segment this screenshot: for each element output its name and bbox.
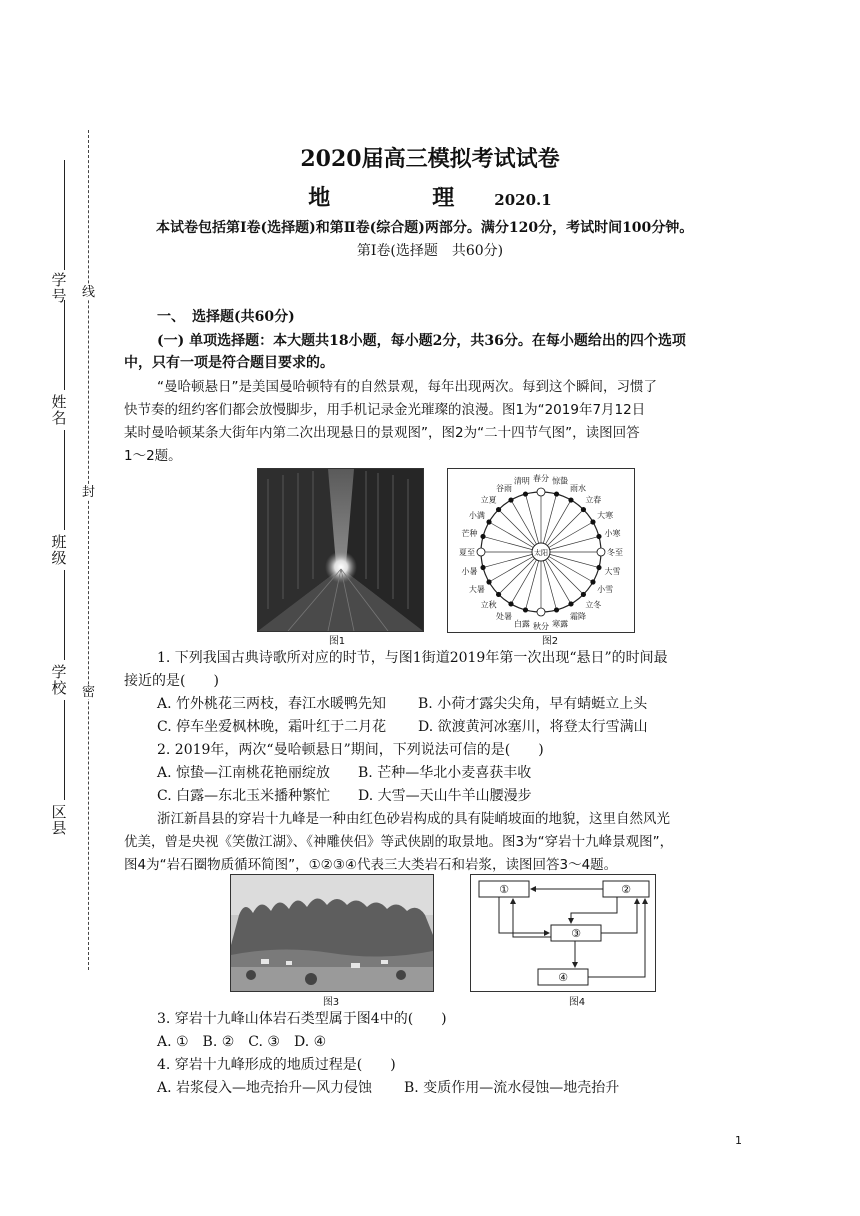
q4-option-b[interactable]: B. 变质作用—流水侵蚀—地壳抬升: [404, 1080, 620, 1096]
sun-center-label: 太阳: [534, 549, 548, 557]
rock-node-1: ①: [499, 883, 509, 896]
solar-term-label: 大雪: [604, 567, 621, 577]
solar-term-marker: [509, 602, 513, 606]
q2-option-d[interactable]: D. 大雪—天山牛羊山腰漫步: [358, 788, 532, 804]
figure4-rock-cycle-diagram: [470, 874, 656, 992]
passage2-line3: 图4为“岩石圈物质循环简图”，①②③④代表三大类岩石和岩浆，读图回答3～4题。: [124, 857, 618, 873]
solar-term-marker: [481, 565, 485, 569]
q1-option-c[interactable]: C. 停车坐爱枫林晚，霜叶红于二月花: [157, 719, 387, 735]
solar-term-label: 小雪: [597, 585, 614, 594]
solar-term-marker: [487, 580, 491, 584]
solar-term-marker: [591, 520, 595, 524]
solar-term-marker: [496, 592, 500, 596]
cut-mark-secret: 密: [82, 685, 96, 700]
solar-term-marker: [597, 534, 601, 538]
solar-term-marker: [597, 548, 605, 556]
solar-term-marker: [591, 580, 595, 584]
solar-term-marker: [597, 565, 601, 569]
solar-term-marker: [581, 507, 585, 511]
subject-name: 地 理: [308, 185, 495, 211]
solar-term-label: 冬至: [607, 548, 623, 557]
solar-term-label: 夏至: [459, 548, 475, 557]
solar-term-marker: [569, 498, 573, 502]
field-school: 学校: [51, 663, 67, 697]
solar-term-marker: [554, 492, 558, 496]
figure1-caption: 图1: [328, 636, 346, 647]
solar-term-label: 小暑: [461, 567, 478, 577]
solar-term-marker: [537, 488, 545, 496]
district-rule: [64, 700, 65, 800]
section-instructions-2: 中，只有一项是符合题目要求的。: [124, 355, 334, 371]
solar-term-label: 清明: [513, 476, 530, 486]
q3-options[interactable]: A. ① B. ② C. ③ D. ④: [157, 1034, 327, 1050]
name-rule: [64, 300, 65, 390]
passage1-line1: “曼哈顿悬日”是美国曼哈顿特有的自然景观，每年出现两次。每到这个瞬间，习惯了: [157, 379, 657, 395]
q2-option-b[interactable]: B. 芒种—华北小麦喜获丰收: [358, 765, 532, 781]
q4-option-a[interactable]: A. 岩浆侵入—地壳抬升—风力侵蚀: [157, 1080, 373, 1096]
solar-term-marker: [523, 492, 527, 496]
page-number: 1: [735, 1134, 742, 1147]
solar-term-label: 惊蛰: [552, 476, 569, 486]
solar-term-marker: [496, 507, 500, 511]
solar-term-label: 大暑: [468, 585, 485, 594]
passage1-line4: 1～2题。: [124, 448, 182, 464]
solar-term-label: 大寒: [597, 511, 614, 520]
part-one-heading: 第Ⅰ卷(选择题 共60分): [356, 243, 504, 259]
solar-term-label: 寒露: [552, 619, 569, 629]
solar-term-label: 芒种: [461, 528, 478, 538]
solar-term-marker: [523, 608, 527, 612]
exam-intro: 本试卷包括第Ⅰ卷(选择题)和第Ⅱ卷(综合题)两部分。满分120分，考试时间100分钟。: [156, 220, 694, 236]
exam-subject: [0, 181, 860, 212]
q2-option-a[interactable]: A. 惊蛰—江南桃花艳丽绽放: [157, 765, 331, 781]
cut-mark-line: 线: [82, 285, 96, 300]
q4-stem: 4. 穿岩十九峰形成的地质过程是( ): [157, 1057, 396, 1073]
field-class: 班级: [51, 533, 67, 567]
field-name: 姓名: [51, 393, 67, 427]
solar-term-marker: [487, 520, 491, 524]
solar-term-marker: [477, 548, 485, 556]
solar-term-label: 处暑: [496, 612, 512, 622]
rock-node-4: ④: [558, 971, 568, 984]
class-rule: [64, 430, 65, 530]
school-rule: [64, 570, 65, 660]
field-district: 区县: [51, 803, 67, 837]
q2-option-c[interactable]: C. 白露—东北玉米播种繁忙: [157, 788, 331, 804]
exam-version: 2020.1: [494, 191, 552, 209]
q1-stem-line1: 1. 下列我国古典诗歌所对应的时节，与图1街道2019年第一次出现“悬日”的时间最: [157, 650, 668, 666]
solar-term-label: 立春: [585, 495, 602, 505]
solar-term-label: 霜降: [570, 612, 586, 622]
passage1-line3: 某时曼哈顿某条大街年内第二次出现悬日的景观图”，图2为“二十四节气图”，读图回答: [124, 425, 640, 441]
field-student-id: 学号: [51, 271, 67, 305]
solar-term-label: 白露: [513, 619, 530, 629]
solar-term-marker: [509, 498, 513, 502]
passage1-line2: 快节奏的纽约客们都会放慢脚步，用手机记录金光璀璨的浪漫。图1为“2019年7月12日: [124, 402, 646, 418]
passage2-line2: 优美，曾是央视《笑傲江湖》、《神雕侠侣》等武侠剧的取景地。图3为“穿岩十九峰景观图”，: [124, 834, 674, 850]
q2-stem: 2. 2019年，两次“曼哈顿悬日”期间，下列说法可信的是( ): [157, 742, 544, 758]
q1-option-a[interactable]: A. 竹外桃花三两枝，春江水暖鸭先知: [157, 696, 387, 712]
exam-title: 2020届高三模拟考试试卷: [300, 146, 560, 172]
solar-term-label: 立夏: [480, 495, 497, 505]
solar-term-marker: [581, 592, 585, 596]
q3-stem: 3. 穿岩十九峰山体岩石类型属于图4中的( ): [157, 1011, 447, 1027]
solar-term-label: 谷雨: [496, 483, 512, 493]
figure3-caption: 图3: [322, 997, 340, 1008]
figure1-manhattanhenge-photo: [257, 468, 424, 632]
solar-term-label: 小寒: [604, 528, 621, 538]
rock-node-3: ③: [571, 927, 581, 940]
figure2-caption: 图2: [541, 636, 559, 647]
cut-mark-seal: 封: [82, 485, 96, 500]
figure3-landscape-photo: [230, 874, 434, 992]
solar-term-marker: [554, 608, 558, 612]
solar-term-label: 秋分: [533, 622, 549, 631]
rock-node-2: ②: [621, 883, 631, 896]
solar-term-label: 春分: [533, 474, 549, 483]
solar-term-label: 立秋: [480, 600, 497, 610]
passage2-line1: 浙江新昌县的穿岩十九峰是一种由红色砂岩构成的具有陡峭坡面的地貌，这里自然风光: [157, 811, 670, 827]
solar-term-label: 雨水: [570, 483, 586, 493]
q1-stem-line2: 接近的是( ): [124, 673, 219, 689]
solar-term-marker: [537, 608, 545, 616]
solar-term-marker: [481, 534, 485, 538]
solar-term-label: 立冬: [585, 600, 602, 610]
solar-term-marker: [569, 602, 573, 606]
figure2-solar-terms-diagram: [447, 468, 635, 633]
q1-option-b[interactable]: B. 小荷才露尖尖角，早有蜻蜓立上头: [418, 696, 648, 712]
section-heading: 一、 选择题(共60分): [157, 309, 295, 325]
section-instructions-1: (一) 单项选择题：本大题共18小题，每小题2分，共36分。在每小题给出的四个选项: [157, 333, 686, 349]
solar-term-label: 小满: [468, 511, 485, 520]
q1-option-d[interactable]: D. 欲渡黄河冰塞川，将登太行雪满山: [418, 719, 648, 735]
figure4-caption: 图4: [568, 997, 586, 1008]
